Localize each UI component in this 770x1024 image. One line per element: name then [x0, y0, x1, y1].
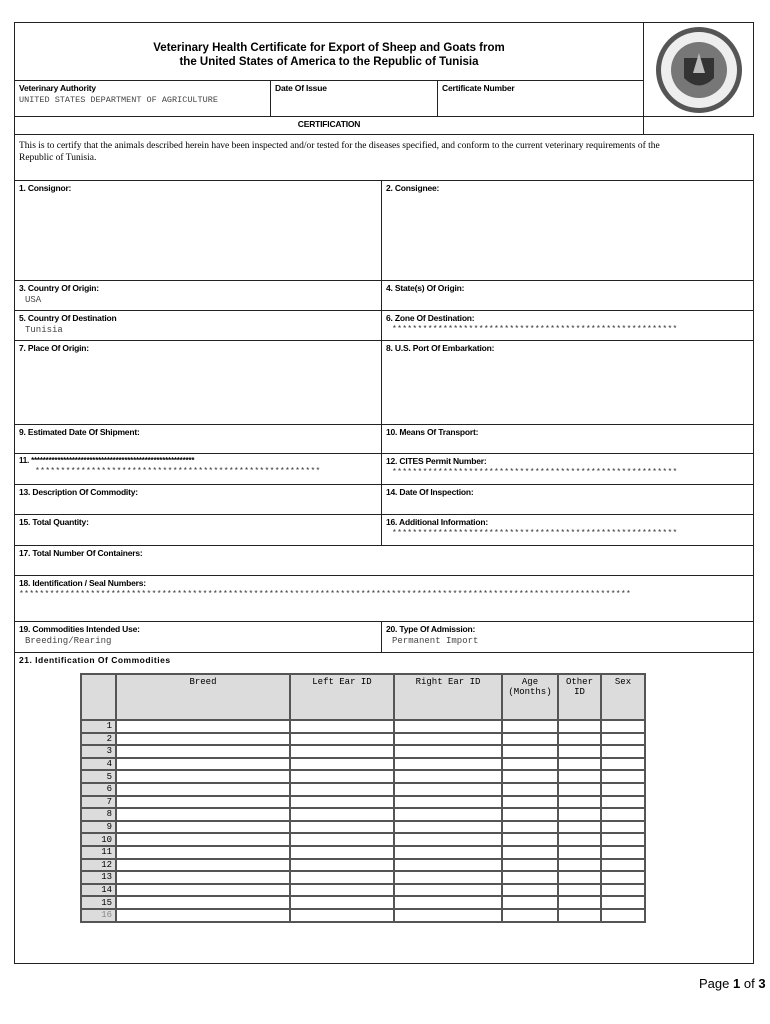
- identification-of-commodities-label: 21. Identification Of Commodities: [19, 655, 171, 665]
- table-row: [81, 720, 645, 733]
- table-cell-input[interactable]: [558, 896, 601, 909]
- cites-permit-field[interactable]: [381, 453, 754, 485]
- description-of-commodity-field[interactable]: [14, 484, 382, 515]
- table-cell-input[interactable]: [290, 833, 394, 846]
- table-cell-input[interactable]: [116, 909, 290, 922]
- table-cell-input[interactable]: [394, 871, 502, 884]
- row-number: 14: [81, 884, 116, 897]
- table-cell-input[interactable]: [601, 808, 645, 821]
- table-cell-input[interactable]: [116, 783, 290, 796]
- of-label: of: [743, 976, 755, 991]
- table-cell-input[interactable]: [116, 833, 290, 846]
- row-number: 11: [81, 846, 116, 859]
- table-row: [81, 783, 645, 796]
- date-of-issue-field[interactable]: [270, 80, 438, 117]
- table-row: [81, 733, 645, 746]
- table-cell-input[interactable]: [290, 909, 394, 922]
- total-containers-label: 17. Total Number Of Containers:: [19, 548, 143, 558]
- current-page: 1: [733, 976, 741, 991]
- table-row: [81, 796, 645, 809]
- table-cell-input[interactable]: [601, 884, 645, 897]
- table-cell-input[interactable]: [116, 733, 290, 746]
- additional-information-label: 16. Additional Information:: [386, 517, 488, 527]
- table-cell-input[interactable]: [394, 833, 502, 846]
- additional-information-value: ********************************************************: [392, 529, 678, 538]
- table-cell-input[interactable]: [394, 859, 502, 872]
- row-number: 16: [81, 909, 116, 922]
- table-cell-input[interactable]: [290, 896, 394, 909]
- table-cell-input[interactable]: [394, 720, 502, 733]
- veterinary-authority-label: Veterinary Authority: [19, 83, 96, 93]
- table-row: [81, 770, 645, 783]
- usda-seal-icon: [644, 23, 754, 117]
- table-cell-input[interactable]: [601, 745, 645, 758]
- table-cell-input[interactable]: [394, 770, 502, 783]
- table-cell-input[interactable]: [558, 770, 601, 783]
- row-number: 2: [81, 733, 116, 746]
- table-row: [81, 884, 645, 897]
- zone-of-destination-field[interactable]: [381, 310, 754, 341]
- means-of-transport-label: 10. Means Of Transport:: [386, 427, 479, 437]
- table-cell-input[interactable]: [558, 733, 601, 746]
- table-cell-input[interactable]: [394, 821, 502, 834]
- table-cell-input[interactable]: [290, 871, 394, 884]
- table-cell-input[interactable]: [290, 733, 394, 746]
- row-number: 4: [81, 758, 116, 771]
- certification-text-cell: [14, 134, 754, 181]
- table-row: [81, 808, 645, 821]
- table-cell-input[interactable]: [601, 770, 645, 783]
- page-label: Page: [699, 976, 730, 991]
- table-cell-input[interactable]: [290, 821, 394, 834]
- table-cell-input[interactable]: [290, 758, 394, 771]
- country-of-origin-label: 3. Country Of Origin:: [19, 283, 99, 293]
- cites-permit-value: ********************************************************: [392, 468, 678, 477]
- table-row: [81, 846, 645, 859]
- table-cell-input[interactable]: [502, 745, 558, 758]
- column-header: Sex: [601, 674, 645, 720]
- table-cell-input[interactable]: [116, 808, 290, 821]
- certificate-number-field[interactable]: [437, 80, 644, 117]
- table-cell-input[interactable]: [502, 909, 558, 922]
- table-cell-input[interactable]: [558, 871, 601, 884]
- table-cell-input[interactable]: [394, 909, 502, 922]
- column-header: Other ID: [558, 674, 601, 720]
- table-cell-input[interactable]: [502, 846, 558, 859]
- table-cell-input[interactable]: [290, 884, 394, 897]
- column-header: Left Ear ID: [290, 674, 394, 720]
- table-cell-input[interactable]: [502, 720, 558, 733]
- type-of-admission-value: Permanent Import: [392, 636, 479, 646]
- table-cell-input[interactable]: [394, 808, 502, 821]
- column-header: Breed: [116, 674, 290, 720]
- table-cell-input[interactable]: [601, 909, 645, 922]
- states-of-origin-label: 4. State(s) Of Origin:: [386, 283, 465, 293]
- country-of-destination-label: 5. Country Of Destination: [19, 313, 117, 323]
- table-cell-input[interactable]: [394, 733, 502, 746]
- table-cell-input[interactable]: [394, 896, 502, 909]
- column-header: Age (Months): [502, 674, 558, 720]
- table-cell-input[interactable]: [558, 745, 601, 758]
- consignor-field[interactable]: [14, 180, 382, 281]
- table-cell-input[interactable]: [116, 846, 290, 859]
- table-cell-input[interactable]: [601, 871, 645, 884]
- certificate-number-label: Certificate Number: [442, 83, 515, 93]
- intended-use-value: Breeding/Rearing: [25, 636, 112, 646]
- estimated-date-label: 9. Estimated Date Of Shipment:: [19, 427, 140, 437]
- table-cell-input[interactable]: [394, 758, 502, 771]
- table-cell-input[interactable]: [558, 758, 601, 771]
- table-cell-input[interactable]: [558, 846, 601, 859]
- title-line-2: the United States of America to the Republic of Tunisia: [179, 56, 479, 68]
- date-of-inspection-label: 14. Date Of Inspection:: [386, 487, 474, 497]
- row-number: 10: [81, 833, 116, 846]
- total-containers-field[interactable]: [14, 545, 754, 576]
- port-of-embarkation-label: 8. U.S. Port Of Embarkation:: [386, 343, 495, 353]
- table-cell-input[interactable]: [601, 796, 645, 809]
- seal-cell: [643, 22, 754, 117]
- table-cell-input[interactable]: [502, 833, 558, 846]
- row-number: 8: [81, 808, 116, 821]
- states-of-origin-field[interactable]: [381, 280, 754, 311]
- table-row: [81, 909, 645, 922]
- table-cell-input[interactable]: [116, 745, 290, 758]
- table-cell-input[interactable]: [116, 720, 290, 733]
- certification-heading-cell: [14, 116, 644, 135]
- table-cell-input[interactable]: [290, 720, 394, 733]
- table-cell-input[interactable]: [502, 733, 558, 746]
- country-of-origin-value: USA: [25, 295, 42, 305]
- table-cell-input[interactable]: [394, 846, 502, 859]
- seal-numbers-label: 18. Identification / Seal Numbers:: [19, 578, 146, 588]
- total-quantity-label: 15. Total Quantity:: [19, 517, 89, 527]
- port-of-embarkation-field[interactable]: [381, 340, 754, 425]
- table-cell-input[interactable]: [502, 821, 558, 834]
- place-of-origin-label: 7. Place Of Origin:: [19, 343, 89, 353]
- row-number: 5: [81, 770, 116, 783]
- table-cell-input[interactable]: [558, 884, 601, 897]
- table-cell-input[interactable]: [601, 846, 645, 859]
- field-11[interactable]: [14, 453, 382, 485]
- table-row: [81, 896, 645, 909]
- table-cell-input[interactable]: [601, 821, 645, 834]
- type-of-admission-field[interactable]: [381, 621, 754, 653]
- row-number: 1: [81, 720, 116, 733]
- table-cell-input[interactable]: [394, 884, 502, 897]
- row-number: 15: [81, 896, 116, 909]
- table-cell-input[interactable]: [394, 796, 502, 809]
- cites-permit-label: 12. CITES Permit Number:: [386, 456, 487, 466]
- table-cell-input[interactable]: [558, 796, 601, 809]
- column-header: Right Ear ID: [394, 674, 502, 720]
- table-cell-input[interactable]: [502, 783, 558, 796]
- table-cell-input[interactable]: [116, 796, 290, 809]
- table-cell-input[interactable]: [502, 796, 558, 809]
- consignee-label: 2. Consignee:: [386, 183, 440, 193]
- row-number: 9: [81, 821, 116, 834]
- intended-use-label: 19. Commodities Intended Use:: [19, 624, 140, 634]
- title-line-1: Veterinary Health Certificate for Export of Sheep and Goats from: [153, 42, 505, 54]
- table-cell-input[interactable]: [558, 808, 601, 821]
- country-of-destination-value: Tunisia: [25, 325, 63, 335]
- row-number: 7: [81, 796, 116, 809]
- row-number: 12: [81, 859, 116, 872]
- table-row: [81, 871, 645, 884]
- seal-numbers-field[interactable]: [14, 575, 754, 622]
- table-cell-input[interactable]: [558, 859, 601, 872]
- description-label: 13. Description Of Commodity:: [19, 487, 138, 497]
- certification-text: This is to certify that the animals described herein have been inspected and/or tested for the diseases specified, and conform to the current veterinary requirements of the Republic of Tunisia.: [19, 141, 660, 163]
- table-cell-input[interactable]: [290, 745, 394, 758]
- table-cell-input[interactable]: [116, 770, 290, 783]
- table-cell-input[interactable]: [601, 720, 645, 733]
- place-of-origin-field[interactable]: [14, 340, 382, 425]
- table-cell-input[interactable]: [601, 833, 645, 846]
- table-cell-input[interactable]: [116, 871, 290, 884]
- table-cell-input[interactable]: [502, 896, 558, 909]
- field-11-value: ********************************************************: [35, 467, 321, 476]
- country-of-origin-field[interactable]: [14, 280, 382, 311]
- table-row: [81, 833, 645, 846]
- table-row: [81, 758, 645, 771]
- table-cell-input[interactable]: [116, 859, 290, 872]
- means-of-transport-field[interactable]: [381, 424, 754, 454]
- table-cell-input[interactable]: [394, 745, 502, 758]
- table-cell-input[interactable]: [394, 783, 502, 796]
- certification-heading: CERTIFICATION: [297, 119, 361, 129]
- table-cell-input[interactable]: [601, 733, 645, 746]
- table-cell-input[interactable]: [502, 884, 558, 897]
- table-cell-input[interactable]: [558, 909, 601, 922]
- table-row: [81, 859, 645, 872]
- total-pages: 3: [758, 976, 766, 991]
- total-quantity-field[interactable]: [14, 514, 382, 546]
- date-of-issue-label: Date Of Issue: [275, 83, 327, 93]
- consignee-field[interactable]: [381, 180, 754, 281]
- table-cell-input[interactable]: [502, 808, 558, 821]
- table-row: [81, 745, 645, 758]
- table-cell-input[interactable]: [558, 720, 601, 733]
- row-number: 13: [81, 871, 116, 884]
- table-cell-input[interactable]: [116, 896, 290, 909]
- veterinary-authority-value: UNITED STATES DEPARTMENT OF AGRICULTURE: [19, 95, 218, 105]
- table-cell-input[interactable]: [601, 783, 645, 796]
- row-number: 6: [81, 783, 116, 796]
- table-cell-input[interactable]: [502, 770, 558, 783]
- table-row: [81, 821, 645, 834]
- table-cell-input[interactable]: [290, 796, 394, 809]
- table-cell-input[interactable]: [601, 758, 645, 771]
- column-header: [81, 674, 116, 720]
- table-cell-input[interactable]: [558, 833, 601, 846]
- table-cell-input[interactable]: [502, 758, 558, 771]
- table-cell-input[interactable]: [558, 821, 601, 834]
- table-cell-input[interactable]: [116, 821, 290, 834]
- country-of-destination-field[interactable]: [14, 310, 382, 341]
- table-cell-input[interactable]: [116, 758, 290, 771]
- table-cell-input[interactable]: [290, 770, 394, 783]
- table-cell-input[interactable]: [601, 896, 645, 909]
- consignor-label: 1. Consignor:: [19, 183, 72, 193]
- seal-numbers-value: ************************************************************************************************************************: [19, 590, 632, 599]
- table-cell-input[interactable]: [290, 783, 394, 796]
- row-number: 3: [81, 745, 116, 758]
- table-cell-input[interactable]: [290, 808, 394, 821]
- commodities-table: [80, 673, 646, 923]
- field-11-label: 11. ********************************************************: [19, 456, 195, 465]
- table-cell-input[interactable]: [116, 884, 290, 897]
- table-cell-input[interactable]: [558, 783, 601, 796]
- additional-information-field[interactable]: [381, 514, 754, 546]
- table-cell-input[interactable]: [290, 846, 394, 859]
- veterinary-authority-cell: [14, 80, 271, 117]
- table-cell-input[interactable]: [502, 859, 558, 872]
- title-cell: [14, 22, 644, 81]
- estimated-date-of-shipment-field[interactable]: [14, 424, 382, 454]
- page-indicator: [699, 976, 766, 991]
- zone-of-destination-label: 6. Zone Of Destination:: [386, 313, 475, 323]
- table-cell-input[interactable]: [601, 859, 645, 872]
- table-cell-input[interactable]: [502, 871, 558, 884]
- table-cell-input[interactable]: [290, 859, 394, 872]
- type-of-admission-label: 20. Type Of Admission:: [386, 624, 476, 634]
- date-of-inspection-field[interactable]: [381, 484, 754, 515]
- intended-use-field[interactable]: [14, 621, 382, 653]
- zone-of-destination-value: ********************************************************: [392, 325, 678, 334]
